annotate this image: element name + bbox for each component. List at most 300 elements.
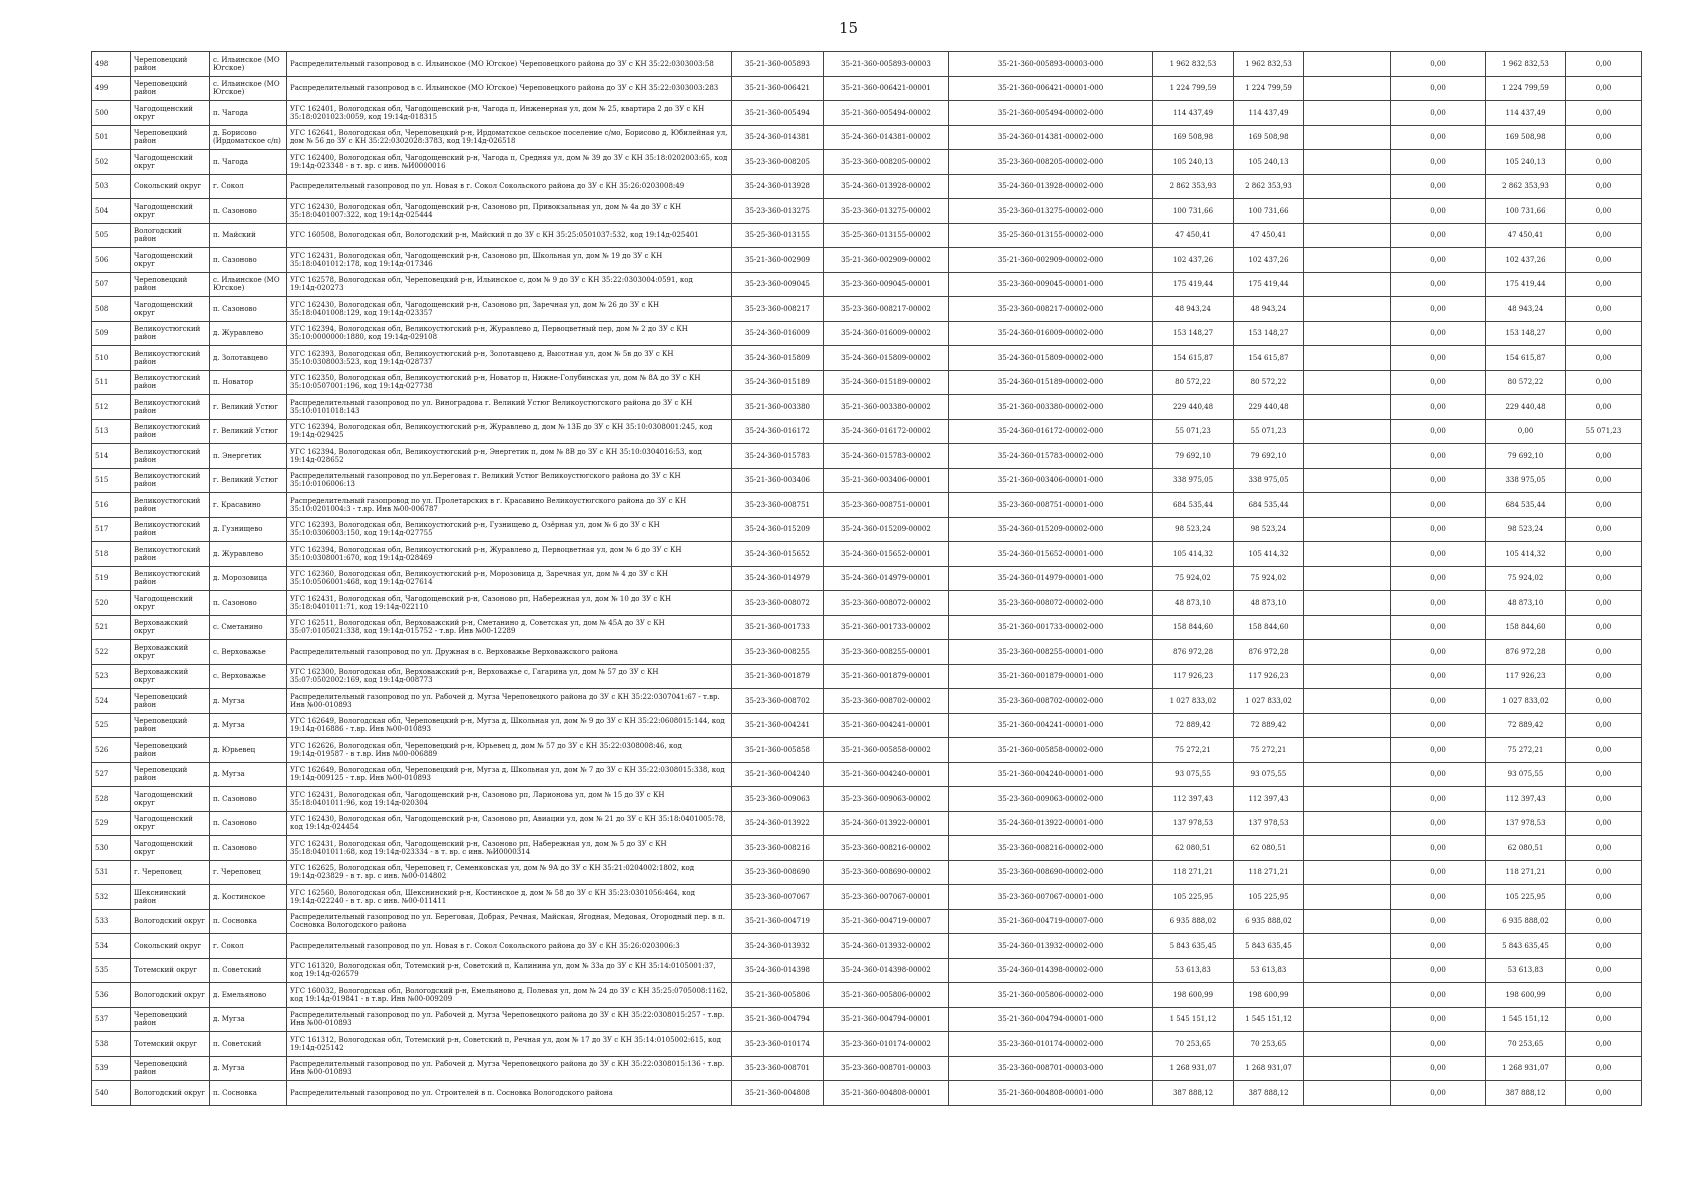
empty-value-cell [1304, 689, 1391, 714]
district-cell: Вологодский район [131, 223, 210, 248]
district-cell: Великоустюгский район [131, 321, 210, 346]
empty-value-cell [1304, 199, 1391, 224]
row-number-cell: 507 [92, 272, 131, 297]
object-description-cell: УГС 162393, Вологодская обл, Великоустюгский р-н, Золотавцево д, Высотная ул, дом № 5в до ЗУ с КН 35:10:0308003:523, код 19:14д-028737 [287, 346, 732, 371]
other-value-cell: 0,00 [1566, 713, 1642, 738]
depreciation-cell: 0,00 [1391, 958, 1486, 983]
residual-value-cell: 70 253,65 [1486, 1032, 1566, 1057]
locality-cell: п. Сазоново [210, 591, 287, 616]
initial-value-cell: 100 731,66 [1153, 199, 1234, 224]
initial-value-cell: 684 535,44 [1153, 493, 1234, 518]
inventory-code-cell: 35-24-360-015652 [732, 542, 824, 567]
table-row [92, 1007, 1642, 1032]
inventory-code-cell: 35-21-360-005806 [732, 983, 824, 1008]
row-number-cell: 504 [92, 199, 131, 224]
residual-value-cell: 5 843 635,45 [1486, 934, 1566, 959]
empty-value-cell [1304, 787, 1391, 812]
residual-value-cell: 98 523,24 [1486, 517, 1566, 542]
object-description-cell: Распределительный газопровод по ул. Дружная в с. Верховажье Верховажского района [287, 640, 732, 665]
object-description-cell: УГС 162400, Вологодская обл, Чагодощенский р-н, Чагода п, Средняя ул, дом № 39 до ЗУ с КН 35:18:0202003:65, код 19:14д-023348 - в т. вр. с инв. №И0000016 [287, 150, 732, 175]
object-code-cell: 35-23-360-008217-00002 [824, 297, 949, 322]
initial-value-cell: 79 692,10 [1153, 444, 1234, 469]
book-value-cell: 876 972,28 [1234, 640, 1304, 665]
initial-value-cell: 1 027 833,02 [1153, 689, 1234, 714]
locality-cell: п. Сосновка [210, 1081, 287, 1106]
component-code-cell: 35-24-360-014381-00002-000 [949, 125, 1153, 150]
book-value-cell: 198 600,99 [1234, 983, 1304, 1008]
locality-cell: д. Костинское [210, 885, 287, 910]
object-description-cell: УГС 162300, Вологодская обл, Верховажский р-н, Верховажье с, Гагарина ул, дом № 57 до ЗУ с КН 35:07:0502002:169, код 19:14д-008773 [287, 664, 732, 689]
object-code-cell: 35-23-360-010174-00002 [824, 1032, 949, 1057]
depreciation-cell: 0,00 [1391, 885, 1486, 910]
object-code-cell: 35-23-360-009063-00002 [824, 787, 949, 812]
table-row [92, 150, 1642, 175]
residual-value-cell: 102 437,26 [1486, 248, 1566, 273]
inventory-code-cell: 35-23-360-008205 [732, 150, 824, 175]
empty-value-cell [1304, 174, 1391, 199]
depreciation-cell: 0,00 [1391, 174, 1486, 199]
book-value-cell: 48 943,24 [1234, 297, 1304, 322]
other-value-cell: 0,00 [1566, 836, 1642, 861]
table-row [92, 542, 1642, 567]
table-row [92, 664, 1642, 689]
other-value-cell: 0,00 [1566, 76, 1642, 101]
empty-value-cell [1304, 713, 1391, 738]
locality-cell: д. Гузнищево [210, 517, 287, 542]
row-number-cell: 531 [92, 860, 131, 885]
inventory-code-cell: 35-24-360-013928 [732, 174, 824, 199]
depreciation-cell: 0,00 [1391, 125, 1486, 150]
table-row [92, 983, 1642, 1008]
depreciation-cell: 0,00 [1391, 199, 1486, 224]
district-cell: Вологодский округ [131, 1081, 210, 1106]
depreciation-cell: 0,00 [1391, 248, 1486, 273]
other-value-cell: 0,00 [1566, 640, 1642, 665]
initial-value-cell: 387 888,12 [1153, 1081, 1234, 1106]
other-value-cell: 0,00 [1566, 493, 1642, 518]
table-row [92, 1032, 1642, 1057]
row-number-cell: 510 [92, 346, 131, 371]
residual-value-cell: 1 224 799,59 [1486, 76, 1566, 101]
other-value-cell: 0,00 [1566, 1081, 1642, 1106]
district-cell: Череповецкий район [131, 762, 210, 787]
locality-cell: д. Борисово (Ирдоматское с/п) [210, 125, 287, 150]
locality-cell: д. Мугза [210, 713, 287, 738]
other-value-cell: 0,00 [1566, 1032, 1642, 1057]
component-code-cell: 35-24-360-015209-00002-000 [949, 517, 1153, 542]
other-value-cell: 0,00 [1566, 1056, 1642, 1081]
residual-value-cell: 169 508,98 [1486, 125, 1566, 150]
locality-cell: п. Чагода [210, 101, 287, 126]
other-value-cell: 0,00 [1566, 125, 1642, 150]
table-row [92, 566, 1642, 591]
residual-value-cell: 118 271,21 [1486, 860, 1566, 885]
locality-cell: г. Череповец [210, 860, 287, 885]
component-code-cell: 35-21-360-005893-00003-000 [949, 52, 1153, 77]
empty-value-cell [1304, 885, 1391, 910]
row-number-cell: 536 [92, 983, 131, 1008]
component-code-cell: 35-21-360-006421-00001-000 [949, 76, 1153, 101]
depreciation-cell: 0,00 [1391, 836, 1486, 861]
district-cell: Чагодощенский округ [131, 591, 210, 616]
residual-value-cell: 62 080,51 [1486, 836, 1566, 861]
depreciation-cell: 0,00 [1391, 419, 1486, 444]
inventory-code-cell: 35-23-360-008751 [732, 493, 824, 518]
initial-value-cell: 1 545 151,12 [1153, 1007, 1234, 1032]
inventory-code-cell: 35-24-360-015783 [732, 444, 824, 469]
empty-value-cell [1304, 76, 1391, 101]
locality-cell: г. Красавино [210, 493, 287, 518]
object-code-cell: 35-21-360-005858-00002 [824, 738, 949, 763]
empty-value-cell [1304, 517, 1391, 542]
other-value-cell: 0,00 [1566, 860, 1642, 885]
depreciation-cell: 0,00 [1391, 664, 1486, 689]
inventory-code-cell: 35-21-360-004808 [732, 1081, 824, 1106]
district-cell: Чагодощенский округ [131, 297, 210, 322]
component-code-cell: 35-23-360-008072-00002-000 [949, 591, 1153, 616]
row-number-cell: 535 [92, 958, 131, 983]
residual-value-cell: 154 615,87 [1486, 346, 1566, 371]
empty-value-cell [1304, 468, 1391, 493]
other-value-cell: 0,00 [1566, 468, 1642, 493]
component-code-cell: 35-23-360-009045-00001-000 [949, 272, 1153, 297]
other-value-cell: 0,00 [1566, 787, 1642, 812]
initial-value-cell: 117 926,23 [1153, 664, 1234, 689]
depreciation-cell: 0,00 [1391, 713, 1486, 738]
inventory-code-cell: 35-24-360-016009 [732, 321, 824, 346]
book-value-cell: 102 437,26 [1234, 248, 1304, 273]
component-code-cell: 35-21-360-004794-00001-000 [949, 1007, 1153, 1032]
empty-value-cell [1304, 1081, 1391, 1106]
other-value-cell: 55 071,23 [1566, 419, 1642, 444]
component-code-cell: 35-24-360-015189-00002-000 [949, 370, 1153, 395]
other-value-cell: 0,00 [1566, 199, 1642, 224]
table-row [92, 934, 1642, 959]
table-row [92, 101, 1642, 126]
object-description-cell: УГС 162625, Вологодская обл, Череповец г, Семенковская ул, дом № 9А до ЗУ с КН 35:21:0204002:1802, код 19:14д-023829 - в т. вр. с инв. №00-014802 [287, 860, 732, 885]
component-code-cell: 35-23-360-008205-00002-000 [949, 150, 1153, 175]
residual-value-cell: 48 873,10 [1486, 591, 1566, 616]
book-value-cell: 105 225,95 [1234, 885, 1304, 910]
locality-cell: п. Сазоново [210, 297, 287, 322]
book-value-cell: 112 397,43 [1234, 787, 1304, 812]
table-row [92, 52, 1642, 77]
table-row [92, 615, 1642, 640]
empty-value-cell [1304, 150, 1391, 175]
residual-value-cell: 93 075,55 [1486, 762, 1566, 787]
other-value-cell: 0,00 [1566, 762, 1642, 787]
row-number-cell: 518 [92, 542, 131, 567]
object-description-cell: УГС 162394, Вологодская обл, Великоустюгский р-н, Журавлево д, Первоцветная ул, дом № 6 до ЗУ с КН 35:10:0308001:670, код 19:14д-028469 [287, 542, 732, 567]
table-row [92, 517, 1642, 542]
initial-value-cell: 6 935 888,02 [1153, 909, 1234, 934]
book-value-cell: 158 844,60 [1234, 615, 1304, 640]
object-description-cell: УГС 162430, Вологодская обл, Чагодощенский р-н, Сазоново рп, Привокзальная ул, дом № 4а до ЗУ с КН 35:18:0401007:322, код 19:14д-025444 [287, 199, 732, 224]
locality-cell: п. Сазоново [210, 811, 287, 836]
other-value-cell: 0,00 [1566, 395, 1642, 420]
object-code-cell: 35-23-360-013275-00002 [824, 199, 949, 224]
row-number-cell: 517 [92, 517, 131, 542]
other-value-cell: 0,00 [1566, 591, 1642, 616]
row-number-cell: 505 [92, 223, 131, 248]
district-cell: Череповецкий район [131, 713, 210, 738]
object-description-cell: УГС 162394, Вологодская обл, Великоустюгский р-н, Журавлево д, Первоцветный пер, дом № 2 до ЗУ с КН 35:10:0000000:1880, код 19:14д-029108 [287, 321, 732, 346]
district-cell: Чагодощенский округ [131, 101, 210, 126]
book-value-cell: 75 924,02 [1234, 566, 1304, 591]
object-description-cell: Распределительный газопровод по ул. Рабочей д. Мугза Череповецкого района до ЗУ с КН 35:22:0307041:67 - т.вр. Инв №00-010893 [287, 689, 732, 714]
object-code-cell: 35-24-360-015652-00001 [824, 542, 949, 567]
inventory-code-cell: 35-23-360-008072 [732, 591, 824, 616]
empty-value-cell [1304, 640, 1391, 665]
inventory-code-cell: 35-21-360-004241 [732, 713, 824, 738]
other-value-cell: 0,00 [1566, 983, 1642, 1008]
depreciation-cell: 0,00 [1391, 272, 1486, 297]
district-cell: Великоустюгский район [131, 493, 210, 518]
empty-value-cell [1304, 395, 1391, 420]
initial-value-cell: 75 272,21 [1153, 738, 1234, 763]
inventory-code-cell: 35-21-360-006421 [732, 76, 824, 101]
component-code-cell: 35-23-360-008255-00001-000 [949, 640, 1153, 665]
table-row [92, 297, 1642, 322]
component-code-cell: 35-21-360-005494-00002-000 [949, 101, 1153, 126]
other-value-cell: 0,00 [1566, 615, 1642, 640]
book-value-cell: 62 080,51 [1234, 836, 1304, 861]
empty-value-cell [1304, 566, 1391, 591]
object-code-cell: 35-24-360-013922-00001 [824, 811, 949, 836]
district-cell: Тотемский округ [131, 958, 210, 983]
locality-cell: с. Ильинское (МО Югское) [210, 76, 287, 101]
object-code-cell: 35-23-360-008255-00001 [824, 640, 949, 665]
district-cell: Чагодощенский округ [131, 150, 210, 175]
initial-value-cell: 2 862 353,93 [1153, 174, 1234, 199]
depreciation-cell: 0,00 [1391, 909, 1486, 934]
component-code-cell: 35-23-360-013275-00002-000 [949, 199, 1153, 224]
component-code-cell: 35-24-360-015783-00002-000 [949, 444, 1153, 469]
component-code-cell: 35-21-360-003380-00002-000 [949, 395, 1153, 420]
table-row [92, 346, 1642, 371]
object-code-cell: 35-23-360-008690-00002 [824, 860, 949, 885]
row-number-cell: 511 [92, 370, 131, 395]
object-description-cell: УГС 162431, Вологодская обл, Чагодощенский р-н, Сазоново рп, Набережная ул, дом № 10 до ЗУ с КН 35:18:0401011:71, код 19:14д-022110 [287, 591, 732, 616]
book-value-cell: 229 440,48 [1234, 395, 1304, 420]
object-description-cell: Распределительный газопровод по ул. Новая в г. Сокол Сокольского района до ЗУ с КН 35:26:0203006:3 [287, 934, 732, 959]
initial-value-cell: 48 943,24 [1153, 297, 1234, 322]
inventory-code-cell: 35-21-360-005858 [732, 738, 824, 763]
depreciation-cell: 0,00 [1391, 860, 1486, 885]
inventory-code-cell: 35-21-360-001733 [732, 615, 824, 640]
other-value-cell: 0,00 [1566, 664, 1642, 689]
locality-cell: г. Сокол [210, 174, 287, 199]
initial-value-cell: 118 271,21 [1153, 860, 1234, 885]
residual-value-cell: 387 888,12 [1486, 1081, 1566, 1106]
residual-value-cell: 79 692,10 [1486, 444, 1566, 469]
residual-value-cell: 0,00 [1486, 419, 1566, 444]
object-description-cell: Распределительный газопровод по ул. Пролетарских в г. Красавино Великоустюгского района до ЗУ с КН 35:10:0201004:3 - т.вр. Инв №00-006787 [287, 493, 732, 518]
district-cell: Череповецкий район [131, 76, 210, 101]
component-code-cell: 35-21-360-001733-00002-000 [949, 615, 1153, 640]
empty-value-cell [1304, 738, 1391, 763]
row-number-cell: 513 [92, 419, 131, 444]
depreciation-cell: 0,00 [1391, 321, 1486, 346]
district-cell: Чагодощенский округ [131, 248, 210, 273]
residual-value-cell: 105 225,95 [1486, 885, 1566, 910]
book-value-cell: 72 889,42 [1234, 713, 1304, 738]
locality-cell: г. Великий Устюг [210, 419, 287, 444]
book-value-cell: 80 572,22 [1234, 370, 1304, 395]
locality-cell: с. Ильинское (МО Югское) [210, 272, 287, 297]
locality-cell: д. Емельяново [210, 983, 287, 1008]
component-code-cell: 35-23-360-009063-00002-000 [949, 787, 1153, 812]
locality-cell: д. Мугза [210, 689, 287, 714]
object-description-cell: УГС 162431, Вологодская обл, Чагодощенский р-н, Сазоново рп, Школьная ул, дом № 19 до ЗУ с КН 35:18:0401012:178, код 19:14д-017346 [287, 248, 732, 273]
book-value-cell: 79 692,10 [1234, 444, 1304, 469]
initial-value-cell: 153 148,27 [1153, 321, 1234, 346]
initial-value-cell: 80 572,22 [1153, 370, 1234, 395]
inventory-code-cell: 35-21-360-004719 [732, 909, 824, 934]
other-value-cell: 0,00 [1566, 223, 1642, 248]
component-code-cell: 35-24-360-016172-00002-000 [949, 419, 1153, 444]
empty-value-cell [1304, 934, 1391, 959]
district-cell: Великоустюгский район [131, 517, 210, 542]
object-code-cell: 35-24-360-014979-00001 [824, 566, 949, 591]
district-cell: Череповецкий район [131, 52, 210, 77]
object-code-cell: 35-24-360-016172-00002 [824, 419, 949, 444]
book-value-cell: 175 419,44 [1234, 272, 1304, 297]
empty-value-cell [1304, 1007, 1391, 1032]
inventory-code-cell: 35-23-360-008255 [732, 640, 824, 665]
residual-value-cell: 684 535,44 [1486, 493, 1566, 518]
row-number-cell: 540 [92, 1081, 131, 1106]
inventory-code-cell: 35-21-360-004794 [732, 1007, 824, 1032]
initial-value-cell: 93 075,55 [1153, 762, 1234, 787]
object-description-cell: УГС 162431, Вологодская обл, Чагодощенский р-н, Сазоново рп, Ларионова ул, дом № 15 до ЗУ с КН 35:18:0401011:96, код 19:14д-020304 [287, 787, 732, 812]
other-value-cell: 0,00 [1566, 811, 1642, 836]
other-value-cell: 0,00 [1566, 52, 1642, 77]
object-code-cell: 35-21-360-005494-00002 [824, 101, 949, 126]
other-value-cell: 0,00 [1566, 444, 1642, 469]
depreciation-cell: 0,00 [1391, 370, 1486, 395]
inventory-code-cell: 35-21-360-003380 [732, 395, 824, 420]
row-number-cell: 527 [92, 762, 131, 787]
row-number-cell: 501 [92, 125, 131, 150]
object-code-cell: 35-23-360-007067-00001 [824, 885, 949, 910]
other-value-cell: 0,00 [1566, 150, 1642, 175]
residual-value-cell: 1 545 151,12 [1486, 1007, 1566, 1032]
object-code-cell: 35-23-360-008205-00002 [824, 150, 949, 175]
object-description-cell: УГС 162430, Вологодская обл, Чагодощенский р-н, Сазоново рп, Авиации ул, дом № 21 до ЗУ с КН 35:18:0401005:78, код 19:14д-024454 [287, 811, 732, 836]
initial-value-cell: 114 437,49 [1153, 101, 1234, 126]
district-cell: Чагодощенский округ [131, 836, 210, 861]
district-cell: Чагодощенский округ [131, 811, 210, 836]
object-code-cell: 35-21-360-005893-00003 [824, 52, 949, 77]
row-number-cell: 515 [92, 468, 131, 493]
other-value-cell: 0,00 [1566, 566, 1642, 591]
locality-cell: с. Сметанино [210, 615, 287, 640]
residual-value-cell: 117 926,23 [1486, 664, 1566, 689]
component-code-cell: 35-25-360-013155-00002-000 [949, 223, 1153, 248]
depreciation-cell: 0,00 [1391, 689, 1486, 714]
table-row [92, 370, 1642, 395]
book-value-cell: 684 535,44 [1234, 493, 1304, 518]
table-row [92, 1081, 1642, 1106]
locality-cell: п. Сазоново [210, 199, 287, 224]
empty-value-cell [1304, 591, 1391, 616]
table-row [92, 885, 1642, 910]
row-number-cell: 499 [92, 76, 131, 101]
row-number-cell: 500 [92, 101, 131, 126]
empty-value-cell [1304, 370, 1391, 395]
depreciation-cell: 0,00 [1391, 738, 1486, 763]
locality-cell: п. Новатор [210, 370, 287, 395]
residual-value-cell: 137 978,53 [1486, 811, 1566, 836]
table-row [92, 909, 1642, 934]
locality-cell: г. Великий Устюг [210, 468, 287, 493]
depreciation-cell: 0,00 [1391, 762, 1486, 787]
initial-value-cell: 55 071,23 [1153, 419, 1234, 444]
depreciation-cell: 0,00 [1391, 542, 1486, 567]
table-row [92, 787, 1642, 812]
depreciation-cell: 0,00 [1391, 1081, 1486, 1106]
component-code-cell: 35-24-360-013928-00002-000 [949, 174, 1153, 199]
book-value-cell: 117 926,23 [1234, 664, 1304, 689]
inventory-code-cell: 35-24-360-014381 [732, 125, 824, 150]
initial-value-cell: 70 253,65 [1153, 1032, 1234, 1057]
row-number-cell: 530 [92, 836, 131, 861]
object-description-cell: УГС 162394, Вологодская обл, Великоустюгский р-н, Журавлево д, дом № 13Б до ЗУ с КН 35:10:0308001:245, код 19:14д-029425 [287, 419, 732, 444]
inventory-code-cell: 35-23-360-009045 [732, 272, 824, 297]
initial-value-cell: 102 437,26 [1153, 248, 1234, 273]
district-cell: Сокольский округ [131, 174, 210, 199]
table-row [92, 174, 1642, 199]
component-code-cell: 35-23-360-010174-00002-000 [949, 1032, 1153, 1057]
object-description-cell: УГС 162401, Вологодская обл, Чагодощенский р-н, Чагода п, Инженерная ул, дом № 25, квартира 2 до ЗУ с КН 35:18:0201023:0059, код 19:14д-018315 [287, 101, 732, 126]
residual-value-cell: 158 844,60 [1486, 615, 1566, 640]
other-value-cell: 0,00 [1566, 689, 1642, 714]
object-code-cell: 35-21-360-001879-00001 [824, 664, 949, 689]
book-value-cell: 55 071,23 [1234, 419, 1304, 444]
depreciation-cell: 0,00 [1391, 395, 1486, 420]
object-description-cell: Распределительный газопровод по ул. Рабочей д. Мугза Череповецкого района до ЗУ с КН 35:22:0308015:257 - т.вр. Инв №00-010893 [287, 1007, 732, 1032]
empty-value-cell [1304, 419, 1391, 444]
district-cell: Великоустюгский район [131, 419, 210, 444]
component-code-cell: 35-21-360-001879-00001-000 [949, 664, 1153, 689]
row-number-cell: 502 [92, 150, 131, 175]
locality-cell: п. Сазоново [210, 248, 287, 273]
object-code-cell: 35-21-360-005806-00002 [824, 983, 949, 1008]
empty-value-cell [1304, 444, 1391, 469]
empty-value-cell [1304, 983, 1391, 1008]
depreciation-cell: 0,00 [1391, 223, 1486, 248]
object-description-cell: Распределительный газопровод по ул.Береговая г. Великий Устюг Великоустюгского района до ЗУ с КН 35:10:0106006:13 [287, 468, 732, 493]
residual-value-cell: 53 613,83 [1486, 958, 1566, 983]
book-value-cell: 153 148,27 [1234, 321, 1304, 346]
residual-value-cell: 229 440,48 [1486, 395, 1566, 420]
row-number-cell: 509 [92, 321, 131, 346]
table-row [92, 321, 1642, 346]
table-row [92, 762, 1642, 787]
empty-value-cell [1304, 248, 1391, 273]
component-code-cell: 35-23-360-008690-00002-000 [949, 860, 1153, 885]
book-value-cell: 6 935 888,02 [1234, 909, 1304, 934]
row-number-cell: 526 [92, 738, 131, 763]
inventory-code-cell: 35-21-360-002909 [732, 248, 824, 273]
initial-value-cell: 48 873,10 [1153, 591, 1234, 616]
table-row [92, 76, 1642, 101]
locality-cell: д. Журавлево [210, 321, 287, 346]
depreciation-cell: 0,00 [1391, 297, 1486, 322]
empty-value-cell [1304, 101, 1391, 126]
residual-value-cell: 105 414,32 [1486, 542, 1566, 567]
